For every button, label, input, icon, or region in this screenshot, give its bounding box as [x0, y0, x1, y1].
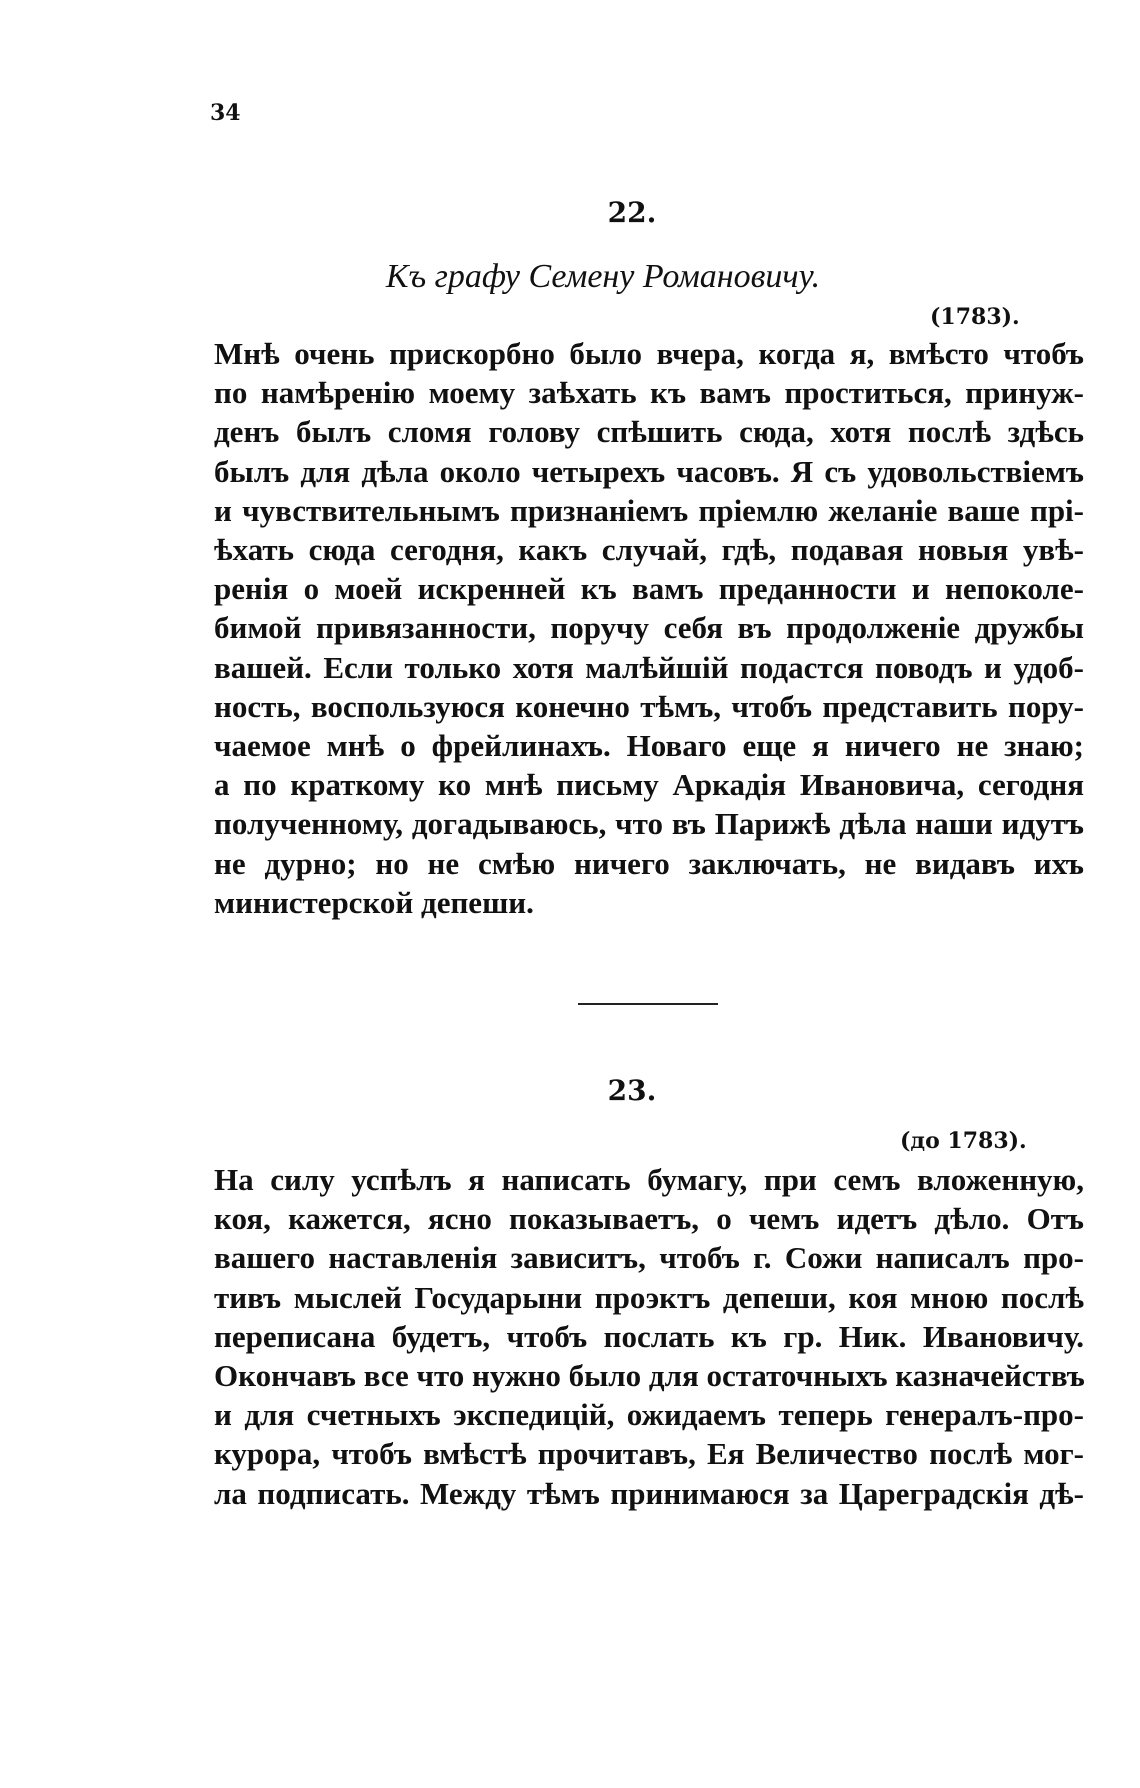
text-line: курора, чтобъ вмѣстѣ прочитавъ, Ея Величество послѣ мог- [214, 1436, 1084, 1472]
letter-23-number: 23. [607, 1074, 657, 1107]
text-line: Мнѣ очень прискорбно было вчера, когда я, вмѣсто чтобъ [214, 336, 1084, 371]
text-line: денъ былъ сломя голову спѣшить сюда, хотя послѣ здѣсь [214, 414, 1084, 450]
text-line: не дурно; но не смѣю ничего заключать, не видавъ ихъ [214, 845, 1084, 881]
text-line: ѣхать сюда сегодня, какъ случай, гдѣ, подавая новыя увѣ- [214, 532, 1084, 568]
letter-22-date: (1783). [930, 304, 1020, 330]
text-line: и для счетныхъ экспедицій, ожидаемъ теперь генералъ-про- [214, 1397, 1084, 1433]
text-line: ла подписать. Между тѣмъ принимаюся за Цареградскія дѣ- [214, 1475, 1084, 1511]
text-line: тивъ мыслей Государыни проэктъ депеши, коя мною послѣ [214, 1279, 1084, 1315]
text-line: ность, воспользуюся конечно тѣмъ, чтобъ представить пору- [214, 688, 1084, 724]
text-line: На силу успѣлъ я написать бумагу, при семъ вложенную, [214, 1162, 1084, 1197]
text-line: Окончавъ все что нужно было для остаточныхъ казначействъ [214, 1358, 1085, 1394]
text-line: бимой привязанности, поручу себя въ продолженіе дружбы [214, 610, 1084, 646]
text-line: ренія о моей искренней къ вамъ преданности и непоколе- [214, 571, 1084, 607]
letter-22-number: 22. [607, 196, 657, 229]
text-line: по намѣренію моему заѣхать къ вамъ проститься, принуж- [214, 375, 1084, 411]
letter-22-addressee: Къ графу Семену Романовичу. [385, 258, 821, 295]
text-line: коя, кажется, ясно показываетъ, о чемъ идетъ дѣло. Отъ [214, 1201, 1084, 1237]
text-line: а по краткому ко мнѣ письму Аркадія Ивановича, сегодня [214, 767, 1084, 803]
text-line: былъ для дѣла около четырехъ часовъ. Я съ удовольствіемъ [214, 453, 1084, 489]
text-line: и чувствительнымъ признаніемъ пріемлю желаніе ваше прі- [214, 492, 1084, 528]
text-line: полученному, догадываюсь, что въ Парижѣ дѣла наши идутъ [214, 806, 1084, 842]
letter-23-date: (до 1783). [900, 1128, 1027, 1154]
text-line: вашей. Если только хотя малѣйшій подастся поводъ и удоб- [214, 649, 1084, 685]
text-line: переписана будетъ, чтобъ послать къ гр. Ник. Ивановичу. [214, 1318, 1084, 1354]
letter-23-body [214, 1160, 1084, 1513]
text-line: вашего наставленія зависитъ, чтобъ г. Сожи написалъ про- [214, 1240, 1084, 1276]
text-line: министерской депеши. [214, 884, 534, 920]
page-number: 34 [210, 100, 241, 126]
text-line: чаемое мнѣ о фрейлинахъ. Новаго еще я ничего не знаю; [214, 728, 1084, 764]
letter-22-body [214, 334, 1084, 922]
section-separator [578, 1003, 718, 1005]
